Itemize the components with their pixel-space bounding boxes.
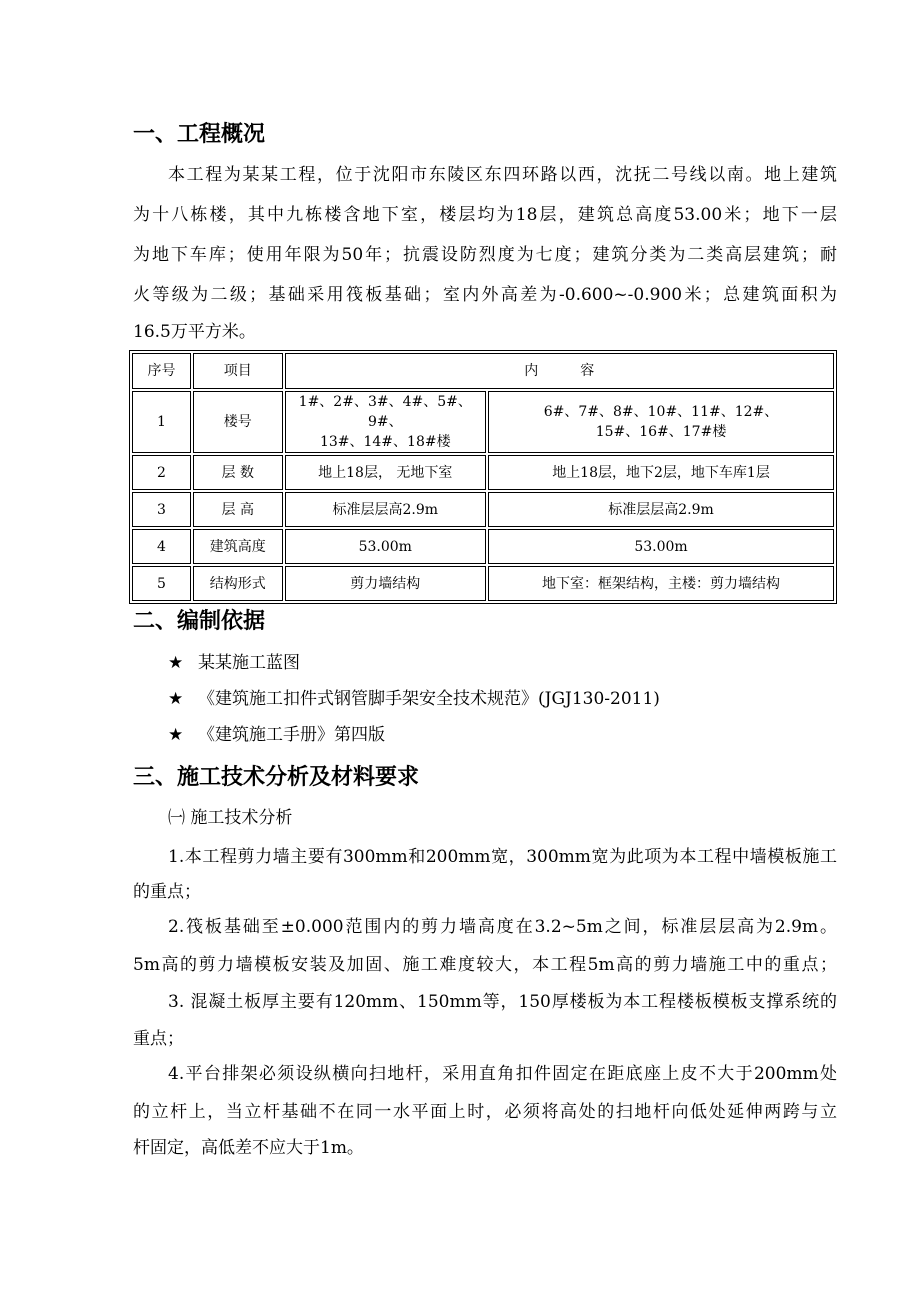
cell-text-line: 6#、7#、8#、10#、11#、12#、 (543, 404, 779, 420)
cell-item: 层 高 (193, 492, 283, 527)
star-icon: ★ (168, 725, 184, 745)
cell-content-b (488, 391, 834, 453)
table-row (132, 455, 834, 490)
basis-item (168, 689, 660, 709)
cell-text-line: 13#、14#、18#楼 (319, 434, 451, 450)
sub-heading: ㈠ 施工技术分析 (168, 808, 293, 828)
basis-item-text: 某某施工蓝图 (198, 653, 300, 673)
cell-item: 建筑高度 (193, 529, 283, 564)
cell-content-b: 地下室：框架结构，主楼：剪力墙结构 (488, 566, 834, 601)
overview-line-1: 本工程为某某工程，位于沈阳市东陵区东四环路以西，沈抚二号线以南。地上建筑 (168, 165, 837, 185)
overview-line-5: 16.5万平方米。 (133, 322, 256, 342)
table-row (132, 492, 834, 527)
section-heading-overview: 一、工程概况 (133, 122, 266, 147)
cell-no: 2 (132, 455, 191, 490)
overview-line-2: 为十八栋楼，其中九栋楼含地下室，楼层均为18层，建筑总高度53.00米；地下一层 (133, 205, 837, 225)
cell-item: 结构形式 (193, 566, 283, 601)
analysis-p2-line-2: 5m高的剪力墙模板安装及加固、施工难度较大，本工程5m高的剪力墙施工中的重点； (133, 955, 837, 975)
cell-no: 3 (132, 492, 191, 527)
table-row (132, 391, 834, 453)
cell-no: 4 (132, 529, 191, 564)
header-cell-item: 项目 (193, 353, 283, 389)
star-icon: ★ (168, 653, 184, 673)
basis-item (168, 653, 300, 673)
analysis-p3-line-2: 重点； (133, 1029, 184, 1049)
overview-line-3: 为地下车库；使用年限为50年；抗震设防烈度为七度；建筑分类为二类高层建筑；耐 (133, 245, 837, 265)
cell-content-a: 53.00m (285, 529, 486, 564)
analysis-p1-line-2: 的重点； (133, 882, 201, 902)
cell-content-a: 地上18层， 无地下室 (285, 455, 486, 490)
cell-item: 楼号 (193, 391, 283, 453)
analysis-p4-line-3: 杆固定，高低差不应大于1m。 (133, 1138, 364, 1158)
overview-line-4: 火等级为二级；基础采用筏板基础；室内外高差为-0.600~-0.900米；总建筑面积为 (133, 285, 837, 305)
section-heading-analysis: 三、施工技术分析及材料要求 (133, 765, 420, 790)
cell-content-a (285, 391, 486, 453)
cell-content-a: 标准层层高2.9m (285, 492, 486, 527)
cell-text-line: 15#、16#、17#楼 (595, 424, 727, 440)
analysis-p1-line-1: 1.本工程剪力墙主要有300mm和200mm宽，300mm宽为此项为本工程中墙模板施工 (168, 847, 837, 867)
basis-item (168, 725, 385, 745)
project-info-table (129, 350, 837, 604)
table-row (132, 566, 834, 601)
cell-content-b: 53.00m (488, 529, 834, 564)
cell-text-line: 1#、2#、3#、4#、5#、9#、 (298, 394, 472, 430)
table-row (132, 529, 834, 564)
analysis-p4-line-1: 4.平台排架必须设纵横向扫地杆，采用直角扣件固定在距底座上皮不大于200mm处 (168, 1064, 837, 1084)
basis-item-text: 《建筑施工手册》第四版 (198, 725, 385, 745)
cell-content-a: 剪力墙结构 (285, 566, 486, 601)
basis-item-text: 《建筑施工扣件式钢管脚手架安全技术规范》(JGJ130-2011) (198, 689, 660, 709)
analysis-p3-line-1: 3. 混凝土板厚主要有120mm、150mm等，150厚楼板为本工程楼板模板支撑系统的 (168, 992, 837, 1012)
cell-content-b: 地上18层，地下2层，地下车库1层 (488, 455, 834, 490)
cell-no: 1 (132, 391, 191, 453)
analysis-p2-line-1: 2.筏板基础至±0.000范围内的剪力墙高度在3.2~5m之间，标准层层高为2.9m。 (168, 917, 837, 937)
cell-no: 5 (132, 566, 191, 601)
analysis-p4-line-2: 的立杆上，当立杆基础不在同一水平面上时，必须将高处的扫地杆向低处延伸两跨与立 (133, 1102, 837, 1122)
header-cell-content: 内 容 (285, 353, 834, 389)
star-icon: ★ (168, 689, 184, 709)
header-cell-no: 序号 (132, 353, 191, 389)
cell-content-b: 标准层层高2.9m (488, 492, 834, 527)
section-heading-basis: 二、编制依据 (133, 609, 266, 634)
table-header-row (132, 353, 834, 389)
cell-item: 层 数 (193, 455, 283, 490)
